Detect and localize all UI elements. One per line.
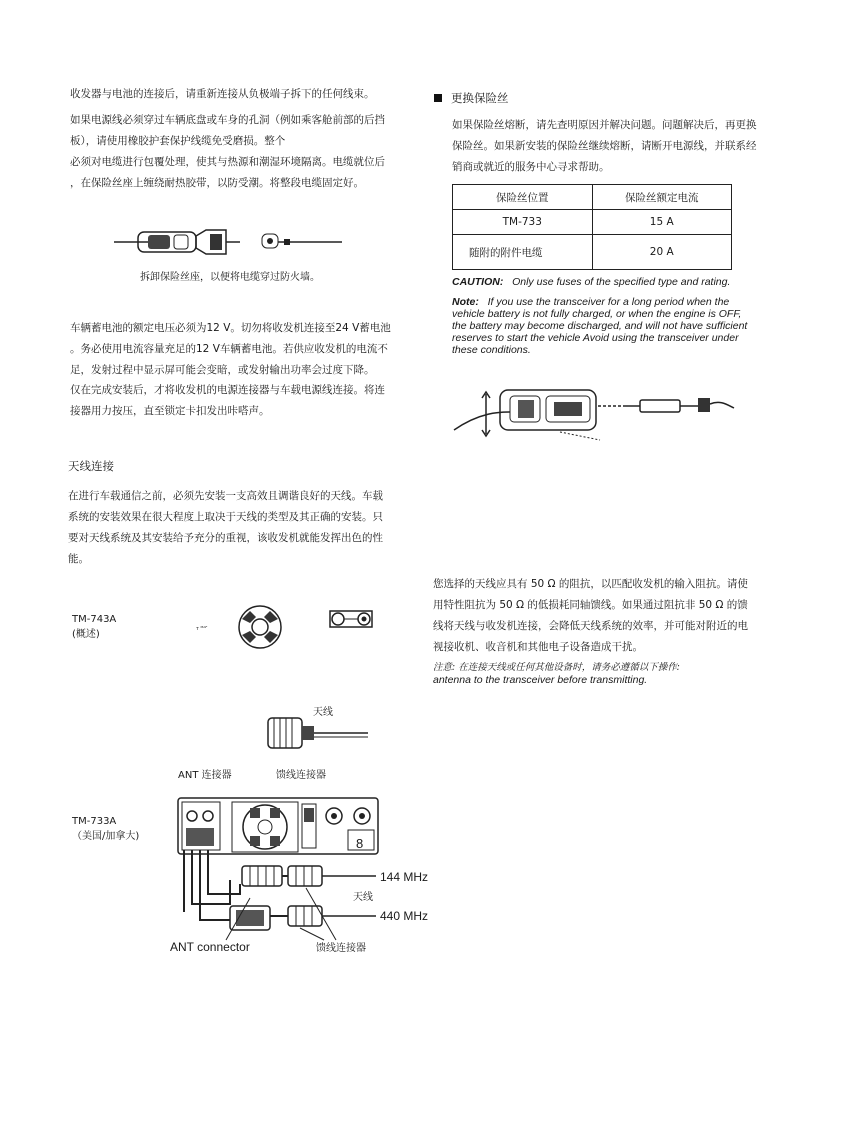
antenna-heading: 天线连接	[68, 459, 114, 473]
battery-note: Note: If you use the transceiver for a long period when the vehicle battery is not fully charged, or when the engine is OFF, the battery may become discharged, and will not have sufficient reserves to start the vehicle Avoid using the transceiver under these conditions.	[452, 296, 748, 356]
paragraph-impedance: 您选择的天线应具有 50 Ω 的阻抗，以匹配收发机的输入阻抗。请使 用特性阻抗为 50 Ω 的低损耗同轴馈线。如果通过阻抗非 50 Ω 的馈 线将天线与收发机连接，会降低天线系统的效率，并可能对附近的电 视接收机、收音机和其他电子设备造成干扰。	[433, 578, 748, 653]
feed-connector-figure	[260, 712, 370, 756]
warning-en: antenna to the transceiver before transmitting.	[433, 674, 648, 686]
paragraph-battery-voltage: 车辆蓄电池的额定电压必须为12 V。切勿将收发机连接至24 V蓄电池 。务必使用电流容量充足的12 V车辆蓄电池。若供应收发机的电流不 足，发射过程中显示屏可能会变暗，或发射输出功率会过度下降。	[70, 322, 391, 376]
feed-connector-label-2: 馈线连接器	[316, 943, 366, 954]
freq-144-label: 144 MHz	[380, 870, 429, 884]
square-bullet-icon	[434, 94, 442, 102]
freq-440-label: 440 MHz	[380, 909, 429, 923]
fuse-section-heading: 更换保险丝	[434, 90, 509, 106]
feed-connector-label: 馈线连接器	[276, 770, 326, 781]
fuse-holder-open-figure	[450, 382, 740, 444]
antenna-label-top: 天线	[313, 707, 333, 718]
table-row: TM-733 15 A	[453, 210, 732, 235]
intro-line: 收发器与电池的连接后，请重新连接从负极端子拆下的任何线束。	[70, 88, 375, 100]
paragraph-fuse: 如果保险丝熔断，请先查明原因并解决问题。问题解决后，再更换 保险丝。如果新安装的保险丝继续熔断，请断开电源线，并联系经 销商或就近的服务中心寻求帮助。	[452, 119, 757, 173]
ant-connector-label: ANT 连接器	[178, 770, 232, 781]
caution-note: CAUTION: Only use fuses of the specified type and rating.	[452, 276, 731, 288]
fuse-holder-caption: 拆卸保险丝座，以便将电缆穿过防火墙。	[140, 272, 320, 283]
paragraph-antenna: 在进行车载通信之前，必须先安装一支高效且调谐良好的天线。车载 系统的安装效果在很大程度上取决于天线的类型及其正确的安装。只 要对天线系统及其安装给予充分的重视，该收发机就能发挥出色的性 能。	[68, 490, 383, 565]
fuse-table	[452, 184, 732, 270]
warning-cn: 注意: 在连接天线或任何其他设备时，请务必遵循以下操作:	[433, 662, 680, 673]
paragraph-power-connect: 仅在完成安装后，才将收发机的电源连接器与车载电源线连接。将连 接器用力按压，直至锁定卡扣发出咔嗒声。	[70, 384, 385, 417]
tm743a-small-mark: ᴛ ᴹᴬᴾ	[196, 626, 208, 632]
tm743a-rear-panel-figure	[232, 603, 392, 651]
fuse-holder-figure	[110, 222, 350, 262]
paragraph-cable-routing: 如果电源线必须穿过车辆底盘或车身的孔洞（例如乘客舱前部的后挡 板），请使用橡胶护套保护线缆免受磨损。整个 必须对电缆进行包覆处理，使其与热源和潮湿环境隔离。电缆就位后 ，在保险丝座上缠绕耐热胶带，以防受潮。将整段电缆固定好。	[70, 114, 385, 189]
antenna-label-bottom: 天线	[353, 892, 373, 903]
ant-connector-en-label: ANT connector	[170, 940, 250, 954]
tm733a-label: TM-733A （美国/加拿大)	[72, 816, 140, 842]
tm743a-label: TM-743A (概述)	[72, 614, 117, 640]
table-row: 随附的附件电缆 20 A	[453, 235, 732, 270]
table-header-row: 保险丝位置 保险丝额定电流	[453, 185, 732, 210]
tm733a-display-digit: 8	[356, 836, 364, 851]
